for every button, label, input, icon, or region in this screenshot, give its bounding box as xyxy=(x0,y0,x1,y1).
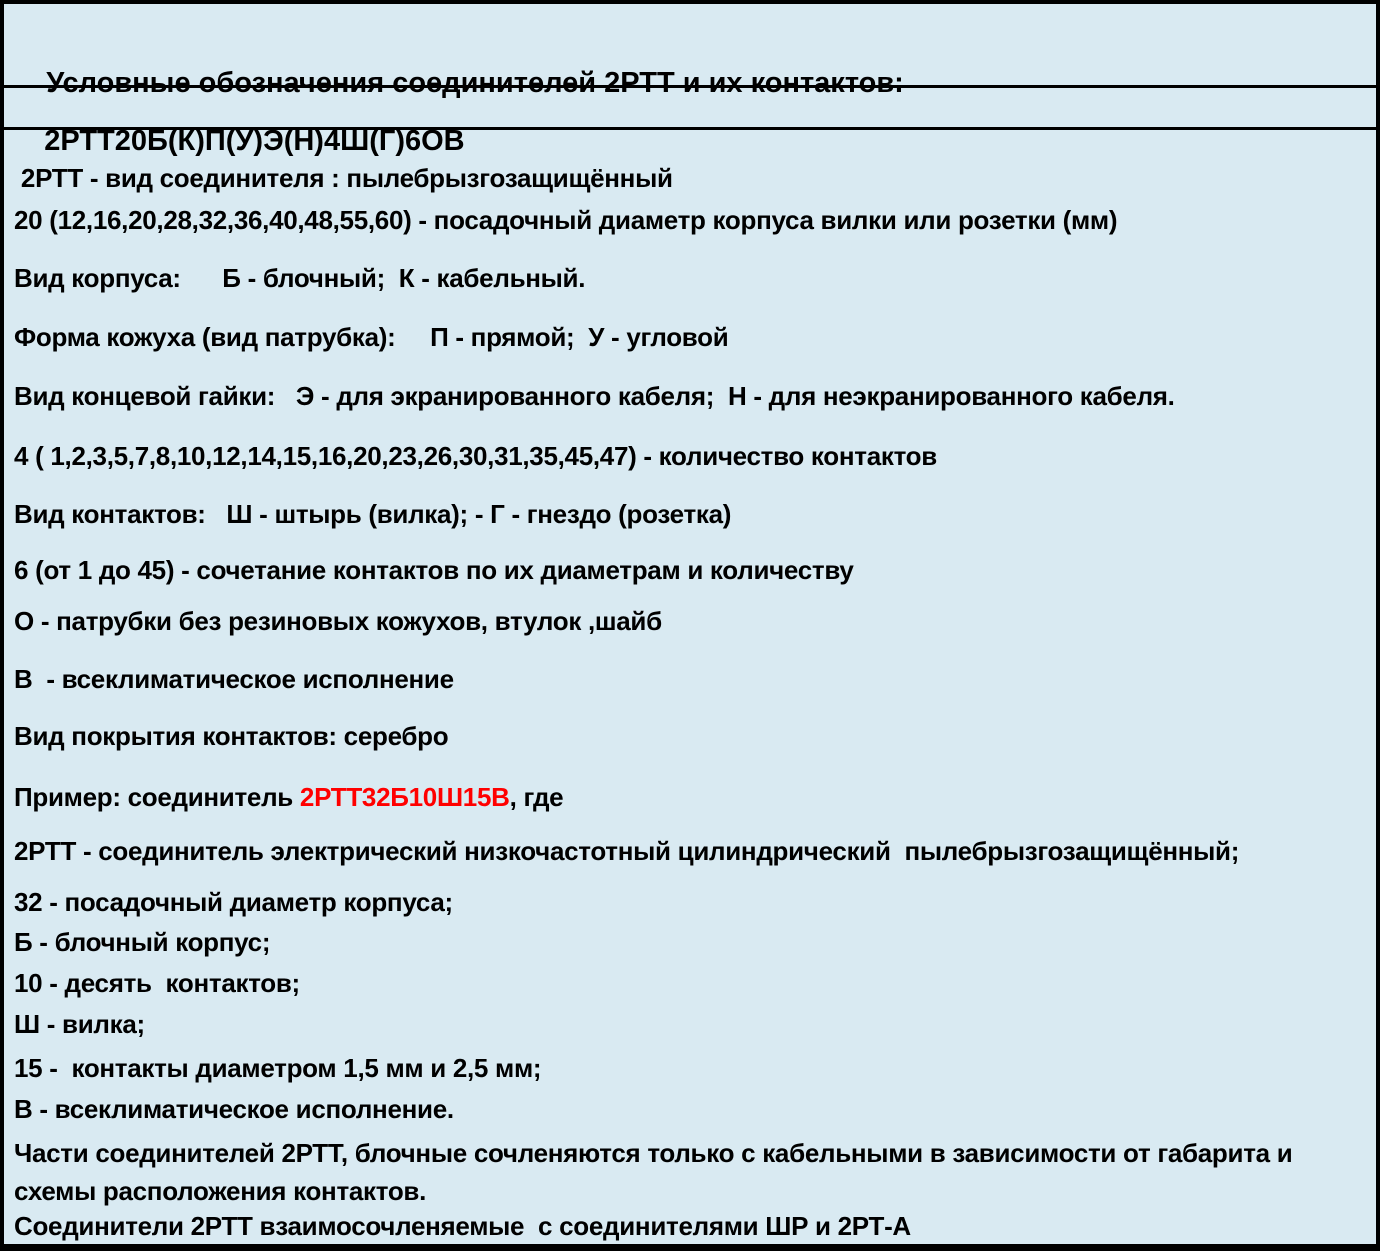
legend-o-designation: О - патрубки без резиновых кожухов, втулок ,шайб xyxy=(14,606,662,636)
decode-contact-count: 10 - десять контактов; xyxy=(14,968,300,998)
note-mating-rule-part2: схемы расположения контактов. xyxy=(14,1176,427,1206)
legend-contact-count: 4 ( 1,2,3,5,7,8,10,12,14,15,16,20,23,26,30,31,35,45,47) - количество контактов xyxy=(14,441,937,471)
page-title: Условные обозначения соединителей 2РТТ и их контактов: xyxy=(46,67,904,99)
decode-body-type: Б - блочный корпус; xyxy=(14,927,271,957)
decode-connector-kind: 2РТТ - соединитель электрический низкочастотный цилиндрический пылебрызгозащищённый; xyxy=(14,836,1240,866)
designation-code: 2РТТ20Б(К)П(У)Э(Н)4Ш(Г)6ОВ xyxy=(44,125,465,157)
legend-contact-plating: Вид покрытия контактов: серебро xyxy=(14,721,449,751)
note-intermateability: Соединители 2РТТ взаимосочленяемые с соединителями ШР и 2РТ-А xyxy=(14,1211,911,1241)
legend-body-type: Вид корпуса: Б - блочный; К - кабельный. xyxy=(14,263,586,293)
note-mating-rule-part1: Части соединителей 2РТТ, блочные сочленяются только с кабельными в зависимости от габарита и xyxy=(14,1138,1293,1168)
legend-body-diameter: 20 (12,16,20,28,32,36,40,48,55,60) - посадочный диаметр корпуса вилки или розетки (мм) xyxy=(14,205,1118,235)
document-body xyxy=(4,130,1376,1242)
legend-contact-combination: 6 (от 1 до 45) - сочетание контактов по их диаметрам и количеству xyxy=(14,555,854,585)
page-title-row xyxy=(4,4,1376,99)
example-suffix: , где xyxy=(509,782,564,812)
legend-v-designation: В - всеклиматическое исполнение xyxy=(14,664,454,694)
decode-plug: Ш - вилка; xyxy=(14,1009,145,1039)
example-line xyxy=(14,781,1372,813)
decode-diameter: 32 - посадочный диаметр корпуса; xyxy=(14,887,453,917)
legend-cover-shape: Форма кожуха (вид патрубка): П - прямой; У - угловой xyxy=(14,322,729,352)
legend-contact-type: Вид контактов: Ш - штырь (вилка); - Г - гнездо (розетка) xyxy=(14,499,732,529)
legend-connector-kind: 2РТТ - вид соединителя : пылебрызгозащищённый xyxy=(14,163,673,193)
example-prefix: Пример: соединитель xyxy=(14,782,300,812)
decode-contact-diameter: 15 - контакты диаметром 1,5 мм и 2,5 мм; xyxy=(14,1053,542,1083)
decode-climate: В - всеклиматическое исполнение. xyxy=(14,1094,454,1124)
legend-end-nut-type: Вид концевой гайки: Э - для экранированного кабеля; Н - для неэкранированного кабеля. xyxy=(14,381,1175,411)
example-code: 2РТТ32Б10Ш15В xyxy=(299,782,510,812)
